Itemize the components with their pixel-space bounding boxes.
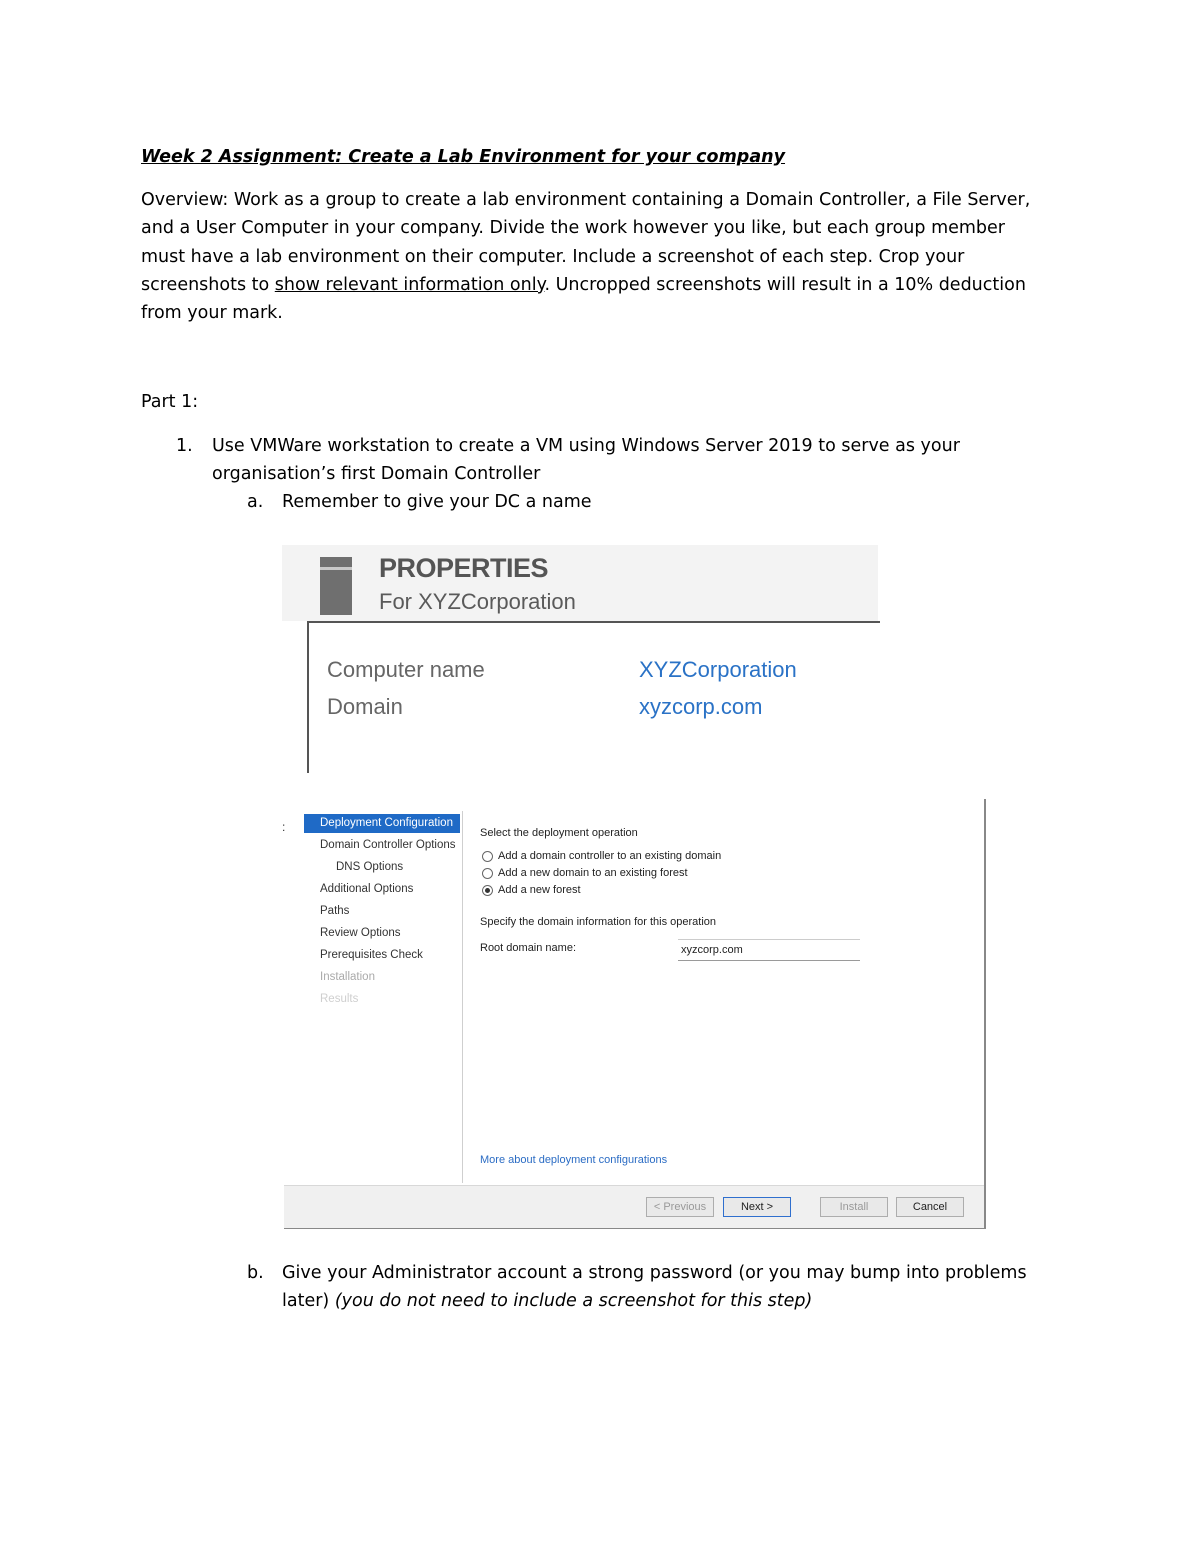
cancel-button[interactable]: Cancel	[896, 1197, 964, 1217]
item-b-note: (you do not need to include a screenshot for this step)	[334, 1291, 813, 1312]
nav-divider	[462, 811, 463, 1183]
list-item-text	[282, 1259, 1042, 1316]
properties-subtitle: For XYZCorporation	[379, 589, 576, 614]
properties-title: PROPERTIES	[379, 553, 549, 583]
root-domain-label: Root domain name:	[480, 942, 576, 954]
server-icon	[320, 557, 352, 615]
list-item-text: Remember to give your DC a name	[282, 492, 592, 512]
root-domain-value: xyzcorp.com	[681, 944, 743, 956]
deployment-wizard-screenshot	[284, 799, 986, 1229]
properties-header	[282, 545, 878, 621]
overview-text-start: Overview: Work as a group to create a lab environment containing a Domain Controller, a File Server, and a User Computer in your company. Divide the work however you like, but each group member must have a lab environment on their computer. Include a screenshot of each step. Crop your screenshots to	[141, 190, 1031, 295]
nav-installation: Installation	[320, 971, 375, 983]
option-new-forest-label[interactable]: Add a new forest	[498, 884, 581, 896]
nav-additional-options[interactable]: Additional Options	[320, 883, 414, 895]
item-b-main-text: Give your Administrator account a strong password (or you may bump into problems later)	[282, 1263, 1027, 1312]
nav-results: Results	[320, 993, 359, 1005]
list-number: 1.	[176, 436, 193, 456]
radio-existing-forest[interactable]	[482, 868, 493, 879]
install-button[interactable]: Install	[820, 1197, 888, 1217]
part-heading: Part 1:	[141, 392, 199, 412]
next-button[interactable]: Next >	[723, 1197, 791, 1217]
computer-name-label: Computer name	[327, 657, 485, 682]
nav-domain-controller-options[interactable]: Domain Controller Options	[320, 839, 456, 851]
option-existing-forest-label[interactable]: Add a new domain to an existing forest	[498, 867, 688, 879]
nav-deployment-configuration[interactable]: Deployment Configuration	[320, 817, 453, 829]
list-letter: b.	[247, 1263, 264, 1283]
radio-existing-domain[interactable]	[482, 851, 493, 862]
domain-label: Domain	[327, 694, 403, 719]
nav-review-options[interactable]: Review Options	[320, 927, 401, 939]
nav-paths[interactable]: Paths	[320, 905, 350, 917]
root-domain-input[interactable]	[678, 939, 860, 961]
nav-dns-options[interactable]: DNS Options	[336, 861, 404, 873]
list-letter: a.	[247, 492, 264, 512]
radio-new-forest[interactable]	[482, 885, 493, 896]
edge-marker: :	[282, 820, 286, 834]
properties-screenshot	[282, 545, 878, 766]
overview-paragraph	[141, 186, 1046, 327]
wizard-footer	[284, 1185, 984, 1228]
list-item-text: Use VMWare workstation to create a VM using Windows Server 2019 to serve as your organisation’s first Domain Controller	[212, 436, 960, 485]
domain-value[interactable]: xyzcorp.com	[639, 694, 763, 719]
nav-prerequisites-check[interactable]: Prerequisites Check	[320, 949, 423, 961]
specify-domain-heading: Specify the domain information for this operation	[480, 916, 717, 928]
more-about-deployment-link[interactable]: More about deployment configurations	[480, 1154, 668, 1166]
select-operation-heading: Select the deployment operation	[480, 827, 638, 839]
option-existing-domain-label[interactable]: Add a domain controller to an existing domain	[498, 850, 722, 862]
previous-button[interactable]: < Previous	[646, 1197, 714, 1217]
computer-name-value[interactable]: XYZCorporation	[639, 657, 797, 682]
overview-underlined-text: show relevant information only	[274, 274, 545, 295]
overview-text-end: . Uncropped screenshots will result in a 10% deduction from your mark.	[141, 274, 1026, 324]
assignment-title: Week 2 Assignment: Create a Lab Environment for your company	[141, 147, 786, 167]
